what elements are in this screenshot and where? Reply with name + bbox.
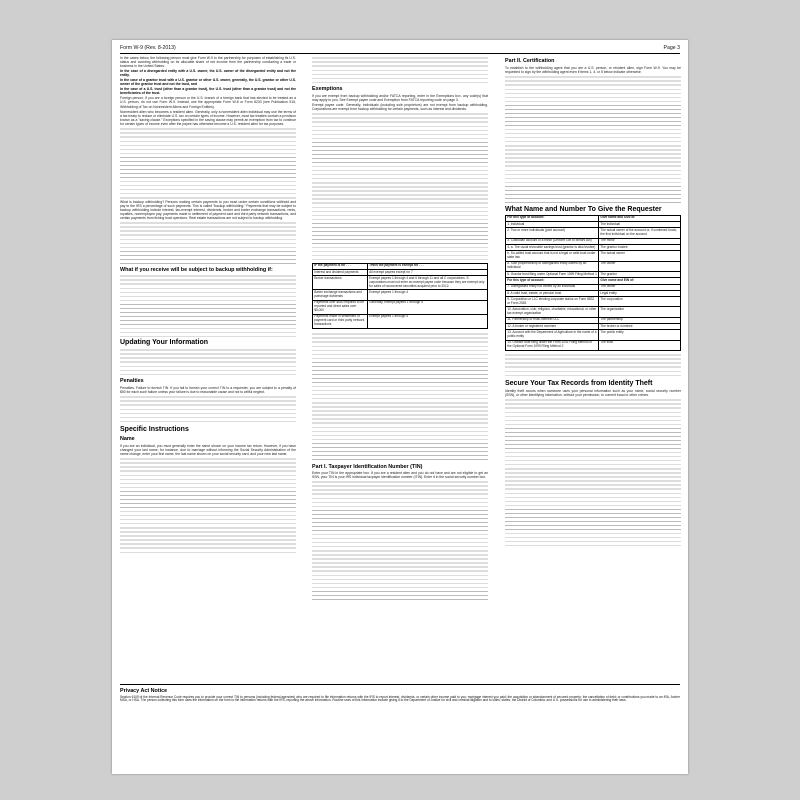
table-cell: 2. Two or more individuals (joint account) bbox=[506, 228, 599, 238]
table-row bbox=[506, 261, 681, 271]
table-cell: 7. Disregarded entity not owned by an individual bbox=[506, 284, 599, 290]
page-number: Page 3 bbox=[663, 45, 680, 51]
table-cell: Broker transactions bbox=[313, 276, 368, 290]
paragraph: Exempt payee code. Generally, individuals (including sole proprietors) are not exempt from backup withholding. Corporations are exempt from backup withholding for certain payments, such as interest and dividends. bbox=[312, 102, 488, 111]
column-1 bbox=[120, 56, 296, 554]
text-block bbox=[312, 480, 488, 600]
table-cell: Legal entity bbox=[599, 290, 681, 296]
paragraph: In the case of a grantor trust with a U.S. grantor or other U.S. owner, generally, the U.S. grantor or other U.S. owner of the grantor trust and not the trust, and bbox=[120, 78, 296, 87]
table-row bbox=[313, 290, 488, 300]
table-row bbox=[506, 340, 681, 350]
table-row bbox=[506, 307, 681, 317]
table-cell: 4. a. The usual revocable savings trust (grantor is also trustee) bbox=[506, 244, 599, 250]
form-id: Form W-9 (Rev. 8-2013) bbox=[120, 45, 176, 51]
table-row bbox=[506, 297, 681, 307]
exempt-payee-table bbox=[312, 263, 488, 329]
table-cell: Generally, exempt payees 1 through 5 bbox=[367, 300, 487, 314]
table-cell: The corporation bbox=[599, 297, 681, 307]
table-cell: 6. Grantor trust filing under Optional Form 1099 Filing Method 1 bbox=[506, 271, 599, 277]
table-cell: The actual owner of the account or, if combined funds, the first individual on the account bbox=[599, 228, 681, 238]
page-header bbox=[120, 44, 680, 54]
text-block bbox=[505, 353, 681, 379]
table-cell: The actual owner bbox=[599, 251, 681, 261]
table-cell: 14. Grantor trust filing under the Form 1041 Filing Method or the Optional Form 1099 Filing Method 2 bbox=[506, 340, 599, 350]
table-cell: Payments over $600 required to be reported and direct sales over $5,000 bbox=[313, 300, 368, 314]
table-cell: Barter exchange transactions and patronage dividends bbox=[313, 290, 368, 300]
text-block bbox=[312, 332, 488, 462]
table-row bbox=[313, 300, 488, 314]
table-header: Give name and EIN of: bbox=[599, 278, 681, 284]
table-cell: 8. A valid trust, estate, or pension trust bbox=[506, 290, 599, 296]
paragraph: Foreign person. If you are a foreign person or the U.S. branch of a foreign bank that has elected to be treated as a U.S. person, do not use Form W-9. Instead, use the appropriate Form W-8 or Form 8233 (see Publication 515, Withholding of Tax on Nonresident Aliens and Foreign Entities). bbox=[120, 96, 296, 109]
paragraph: If you are exempt from backup withholding and/or FATCA reporting, enter in the Exemptions box, any code(s) that may apply to you. See Exempt payee code and Exemption from FATCA reporting code on page 3. bbox=[312, 93, 488, 102]
table-cell: 12. A broker or registered nominee bbox=[506, 324, 599, 330]
text-block bbox=[120, 348, 296, 376]
table-row bbox=[506, 251, 681, 261]
table-cell: 9. Corporation or LLC electing corporate status on Form 8832 or Form 2553 bbox=[506, 297, 599, 307]
section-heading: Exemptions bbox=[312, 86, 343, 92]
paragraph: In the case of a disregarded entity with a U.S. owner, the U.S. owner of the disregarded entity and not the entity. bbox=[120, 69, 296, 78]
text-block bbox=[505, 398, 681, 548]
table-cell: The organization bbox=[599, 307, 681, 317]
text-block bbox=[120, 274, 296, 338]
table-header: IF the payment is for . . . bbox=[313, 263, 368, 269]
table-header: THEN the payment is exempt for . . . bbox=[367, 263, 487, 269]
table-cell: 5. Sole proprietorship or disregarded entity owned by an individual bbox=[506, 261, 599, 271]
table-cell: 10. Association, club, religious, charitable, educational, or other tax-exempt organization bbox=[506, 307, 599, 317]
column-2 bbox=[312, 56, 488, 601]
table-cell: The owner bbox=[599, 261, 681, 271]
section-heading: Penalties bbox=[120, 378, 144, 385]
section-heading: Privacy Act Notice bbox=[120, 688, 168, 694]
paragraph: Nonresident alien who becomes a resident alien. Generally, only a nonresident alien individual may use the terms of a tax treaty to reduce or eliminate U.S. tax on certain types of income. However, most tax treaties contain a provision known as a "saving clause." Exceptions specified in the saving clause may permit an exemption from tax to continue for certain types of income even after the payee has otherwise become a U.S. resident alien for tax purposes. bbox=[120, 109, 296, 126]
text-block bbox=[120, 127, 296, 199]
section-heading: Updating Your Information bbox=[120, 339, 209, 347]
table-cell: The individual bbox=[599, 221, 681, 227]
table-cell: 11. Partnership or multi-member LLC bbox=[506, 317, 599, 323]
subheading: Name bbox=[120, 436, 135, 443]
table-cell: The public entity bbox=[599, 330, 681, 340]
section-heading: Part I. Taxpayer Identification Number (TIN) bbox=[312, 463, 423, 470]
table-row bbox=[313, 276, 488, 290]
table-header: Give name and SSN of: bbox=[599, 215, 681, 221]
paragraph: To establish to the withholding agent that you are a U.S. person, or resident alien, sign Form W-9. You may be requested to sign by the withholding agent even if items 1, 4, or 5 below indicate otherwise. bbox=[505, 65, 681, 74]
text-block bbox=[120, 221, 296, 265]
table-cell: The grantor bbox=[599, 271, 681, 277]
paragraph: If you are an individual, you must generally enter the name shown on your income tax return. However, if you have changed your last name, for instance, due to marriage without informing the Social Security Administration of the name change, enter your first name, the last name shown on your social security card, and your new last name. bbox=[120, 443, 296, 456]
column-3 bbox=[505, 56, 681, 549]
table-cell: Exempt payees 1 through 4 bbox=[367, 290, 487, 300]
table-cell: All exempt payees except for 7 bbox=[367, 270, 487, 276]
table-header: For this type of account: bbox=[506, 278, 599, 284]
table-header: For this type of account: bbox=[506, 215, 599, 221]
section-heading: Secure Your Tax Records from Identity Theft bbox=[505, 379, 653, 387]
table-cell: 1. Individual bbox=[506, 221, 599, 227]
table-cell: Interest and dividend payments bbox=[313, 270, 368, 276]
table-cell: The partnership bbox=[599, 317, 681, 323]
ssn-table bbox=[505, 215, 681, 351]
table-row bbox=[506, 228, 681, 238]
table-cell: The owner bbox=[599, 284, 681, 290]
section-heading: Part II. Certification bbox=[505, 58, 555, 64]
table-cell: Exempt payees 1 through 4 and 6 through 11 and all C corporations. S corporations must not enter an exempt payee code because they are exempt only for sales of noncovered securities acquired prior to 2012. bbox=[367, 276, 487, 290]
document-page bbox=[112, 40, 688, 774]
text-block bbox=[505, 75, 681, 205]
paragraph: What is backup withholding? Persons making certain payments to you must under certain conditions withhold and pay to the IRS a percentage of such payments. This is called "backup withholding." Payments that may be subject to backup withholding include interest, tax-exempt interest, dividends, broker and barter exchange transactions, rents, royalties, nonemployee pay, payments made in settlement of payment card and third party network transactions, and certain payments from fishing boat operators. Real estate transactions are not subject to backup withholding. bbox=[120, 199, 296, 220]
text-block bbox=[120, 457, 296, 553]
subheading: What if you receive will be subject to backup withholding if: bbox=[120, 266, 273, 273]
table-cell: Exempt payees 1 through 4 bbox=[367, 314, 487, 328]
table-cell: The broker or nominee bbox=[599, 324, 681, 330]
paragraph: In the cases below, the following person must give Form W-9 to the partnership for purposes of establishing its U.S. status and avoiding withholding on its allocable share of net income from the partnership conducting a trade or business in the United States: bbox=[120, 56, 296, 69]
text-block bbox=[312, 112, 488, 262]
section-heading: Specific Instructions bbox=[120, 426, 189, 434]
paragraph: Identity theft occurs when someone uses your personal information such as your name, social security number (SSN), or other identifying information, without your permission, to commit fraud or other crimes. bbox=[505, 388, 681, 397]
text-block bbox=[120, 395, 296, 425]
table-cell: The trust bbox=[599, 340, 681, 350]
paragraph: Penalties. Failure to furnish TIN. If you fail to furnish your correct TIN to a requester, you are subject to a penalty of $50 for each such failure unless your failure is due to reasonable cause and not to willful neglect. bbox=[120, 385, 296, 395]
table-row bbox=[506, 330, 681, 340]
table-cell: b. So-called trust account that is not a legal or valid trust under state law bbox=[506, 251, 599, 261]
privacy-act-notice bbox=[120, 684, 680, 703]
section-heading: What Name and Number To Give the Requester bbox=[505, 205, 662, 213]
text-block bbox=[312, 56, 488, 84]
paragraph: Section 6109 of the Internal Revenue Code requires you to provide your correct TIN to persons (including federal agencies) who are required to file information returns with the IRS to report interest, dividends, or certain other income paid to you; mortgage interest you paid; the acquisition or abandonment of secured property; the cancellation of debt; or contributions you made to an IRA, Archer MSA, or HSA. The person collecting this form uses the information on the form to file information returns with the IRS, reporting the above information. Routine uses of this information include giving it to the Department of Justice for civil and criminal litigation and to cities, states, the District of Columbia, and U.S. possessions for use in administering their laws. bbox=[120, 694, 680, 703]
table-cell: The grantor-trustee bbox=[599, 244, 681, 250]
table-cell: Payments made in settlement of payment card or third party network transactions bbox=[313, 314, 368, 328]
table-cell: The minor bbox=[599, 238, 681, 244]
table-cell: 3. Custodian account of a minor (Uniform Gift to Minors Act) bbox=[506, 238, 599, 244]
table-row bbox=[313, 314, 488, 328]
paragraph: Enter your TIN in the appropriate box. If you are a resident alien and you do not have and are not eligible to get an SSN, your TIN is your IRS individual taxpayer identification number (ITIN). Enter it in the social security number box. bbox=[312, 471, 488, 480]
paragraph: In the case of a U.S. trust (other than a grantor trust), the U.S. trust (other than a grantor trust) and not the beneficiaries of the trust. bbox=[120, 87, 296, 96]
table-cell: 13. Account with the Department of Agriculture in the name of a public entity bbox=[506, 330, 599, 340]
